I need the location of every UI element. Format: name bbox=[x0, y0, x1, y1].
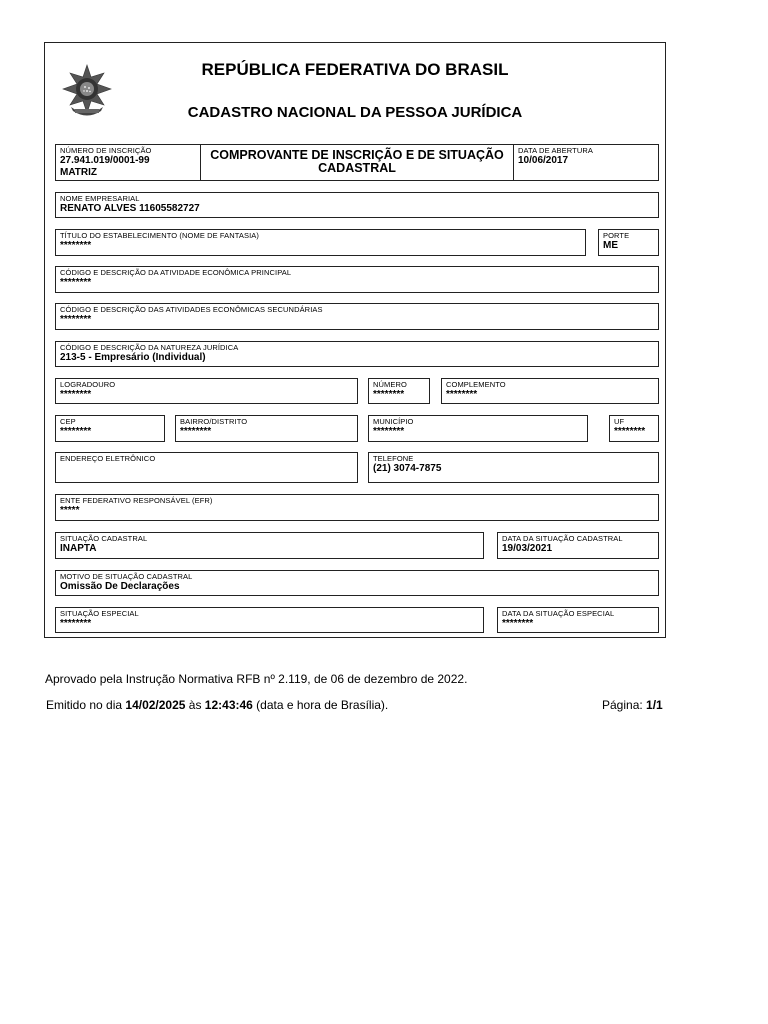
situacao-especial-box bbox=[55, 607, 484, 633]
pagina-text bbox=[602, 698, 663, 712]
comprovante-title: COMPROVANTE DE INSCRIÇÃO E DE SITUAÇÃO CADASTRAL bbox=[200, 144, 514, 181]
porte-label: PORTE bbox=[603, 231, 630, 240]
data-situacao-cadastral-label: DATA DA SITUAÇÃO CADASTRAL bbox=[502, 534, 623, 543]
emitido-suffix: (data e hora de Brasília). bbox=[252, 698, 389, 712]
complemento-box bbox=[441, 378, 659, 404]
atividade-principal-box bbox=[55, 266, 659, 293]
titulo-estabelecimento-box bbox=[55, 229, 586, 256]
natureza-juridica-box bbox=[55, 341, 659, 367]
page-subtitle: CADASTRO NACIONAL DA PESSOA JURÍDICA bbox=[187, 104, 523, 121]
situacao-especial-value: ******** bbox=[60, 618, 92, 629]
bairro-box bbox=[175, 415, 358, 442]
cep-box bbox=[55, 415, 165, 442]
data-abertura-value: 10/06/2017 bbox=[518, 155, 569, 166]
data-abertura-box bbox=[513, 144, 659, 181]
pagina-label: Página: bbox=[602, 698, 647, 712]
complemento-value: ******** bbox=[446, 389, 478, 400]
complemento-label: COMPLEMENTO bbox=[446, 380, 506, 389]
telefone-value: (21) 3074-7875 bbox=[373, 463, 442, 474]
porte-box bbox=[598, 229, 659, 256]
logradouro-value: ******** bbox=[60, 389, 92, 400]
telefone-box bbox=[368, 452, 659, 483]
emitido-prefix: Emitido no dia bbox=[46, 698, 126, 712]
numero-box bbox=[368, 378, 430, 404]
efr-value: ***** bbox=[60, 505, 80, 516]
page-title: REPÚBLICA FEDERATIVA DO BRASIL bbox=[201, 60, 509, 79]
nome-empresarial-box bbox=[55, 192, 659, 218]
atividade-principal-label: CÓDIGO E DESCRIÇÃO DA ATIVIDADE ECONÔMICA PRINCIPAL bbox=[60, 268, 292, 277]
data-situacao-especial-label: DATA DA SITUAÇÃO ESPECIAL bbox=[502, 609, 615, 618]
natureza-juridica-label: CÓDIGO E DESCRIÇÃO DA NATUREZA JURÍDICA bbox=[60, 343, 239, 352]
data-situacao-especial-value: ******** bbox=[502, 618, 534, 629]
inscricao-box bbox=[55, 144, 201, 181]
natureza-juridica-value: 213-5 - Empresário (Individual) bbox=[60, 352, 206, 363]
situacao-cadastral-value: INAPTA bbox=[60, 543, 97, 554]
titulo-estabelecimento-label: TÍTULO DO ESTABELECIMENTO (NOME DE FANTASIA) bbox=[60, 231, 260, 240]
endereco-eletronico-label: ENDEREÇO ELETRÔNICO bbox=[60, 454, 156, 463]
atividades-secundarias-value: ******** bbox=[60, 314, 92, 325]
situacao-cadastral-label: SITUAÇÃO CADASTRAL bbox=[60, 534, 148, 543]
titulo-estabelecimento-value: ******** bbox=[60, 240, 92, 251]
uf-box bbox=[609, 415, 659, 442]
data-situacao-cadastral-box bbox=[497, 532, 659, 559]
motivo-situacao-box bbox=[55, 570, 659, 596]
emitido-mid: às bbox=[185, 698, 205, 712]
nome-empresarial-label: NOME EMPRESARIAL bbox=[60, 194, 140, 203]
aprovado-text: Aprovado pela Instrução Normativa RFB nº 2.119, de 06 de dezembro de 2022. bbox=[45, 672, 468, 686]
situacao-especial-label: SITUAÇÃO ESPECIAL bbox=[60, 609, 139, 618]
situacao-cadastral-box bbox=[55, 532, 484, 559]
atividade-principal-value: ******** bbox=[60, 277, 92, 288]
municipio-value: ******** bbox=[373, 426, 405, 437]
data-situacao-especial-box bbox=[497, 607, 659, 633]
municipio-box bbox=[368, 415, 588, 442]
atividades-secundarias-label: CÓDIGO E DESCRIÇÃO DAS ATIVIDADES ECONÔMICAS SECUNDÁRIAS bbox=[60, 305, 323, 314]
cep-value: ******** bbox=[60, 426, 92, 437]
numero-value: ******** bbox=[373, 389, 405, 400]
motivo-situacao-value: Omissão De Declarações bbox=[60, 581, 180, 592]
data-abertura-label: DATA DE ABERTURA bbox=[518, 146, 593, 155]
telefone-label: TELEFONE bbox=[373, 454, 414, 463]
motivo-situacao-label: MOTIVO DE SITUAÇÃO CADASTRAL bbox=[60, 572, 193, 581]
cep-label: CEP bbox=[60, 417, 76, 426]
municipio-label: MUNICÍPIO bbox=[373, 417, 414, 426]
uf-label: UF bbox=[614, 417, 625, 426]
bairro-label: BAIRRO/DISTRITO bbox=[180, 417, 248, 426]
endereco-eletronico-box bbox=[55, 452, 358, 483]
efr-box bbox=[55, 494, 659, 521]
logradouro-box bbox=[55, 378, 358, 404]
data-situacao-cadastral-value: 19/03/2021 bbox=[502, 543, 553, 554]
atividades-secundarias-box bbox=[55, 303, 659, 330]
inscricao-label: NÚMERO DE INSCRIÇÃO bbox=[60, 146, 152, 155]
inscricao-value: 27.941.019/0001-99 bbox=[60, 155, 150, 166]
uf-value: ******** bbox=[614, 426, 646, 437]
porte-value: ME bbox=[603, 240, 618, 251]
logradouro-label: LOGRADOURO bbox=[60, 380, 116, 389]
numero-label: NÚMERO bbox=[373, 380, 407, 389]
emitido-time: 12:43:46 bbox=[204, 698, 253, 712]
pagina-value: 1/1 bbox=[646, 698, 663, 712]
emitido-date: 14/02/2025 bbox=[125, 698, 186, 712]
document-frame bbox=[44, 42, 666, 638]
bairro-value: ******** bbox=[180, 426, 212, 437]
efr-label: ENTE FEDERATIVO RESPONSÁVEL (EFR) bbox=[60, 496, 213, 505]
inscricao-tipo: MATRIZ bbox=[60, 167, 98, 178]
nome-empresarial-value: RENATO ALVES 11605582727 bbox=[60, 203, 200, 214]
emitido-text bbox=[46, 698, 388, 712]
